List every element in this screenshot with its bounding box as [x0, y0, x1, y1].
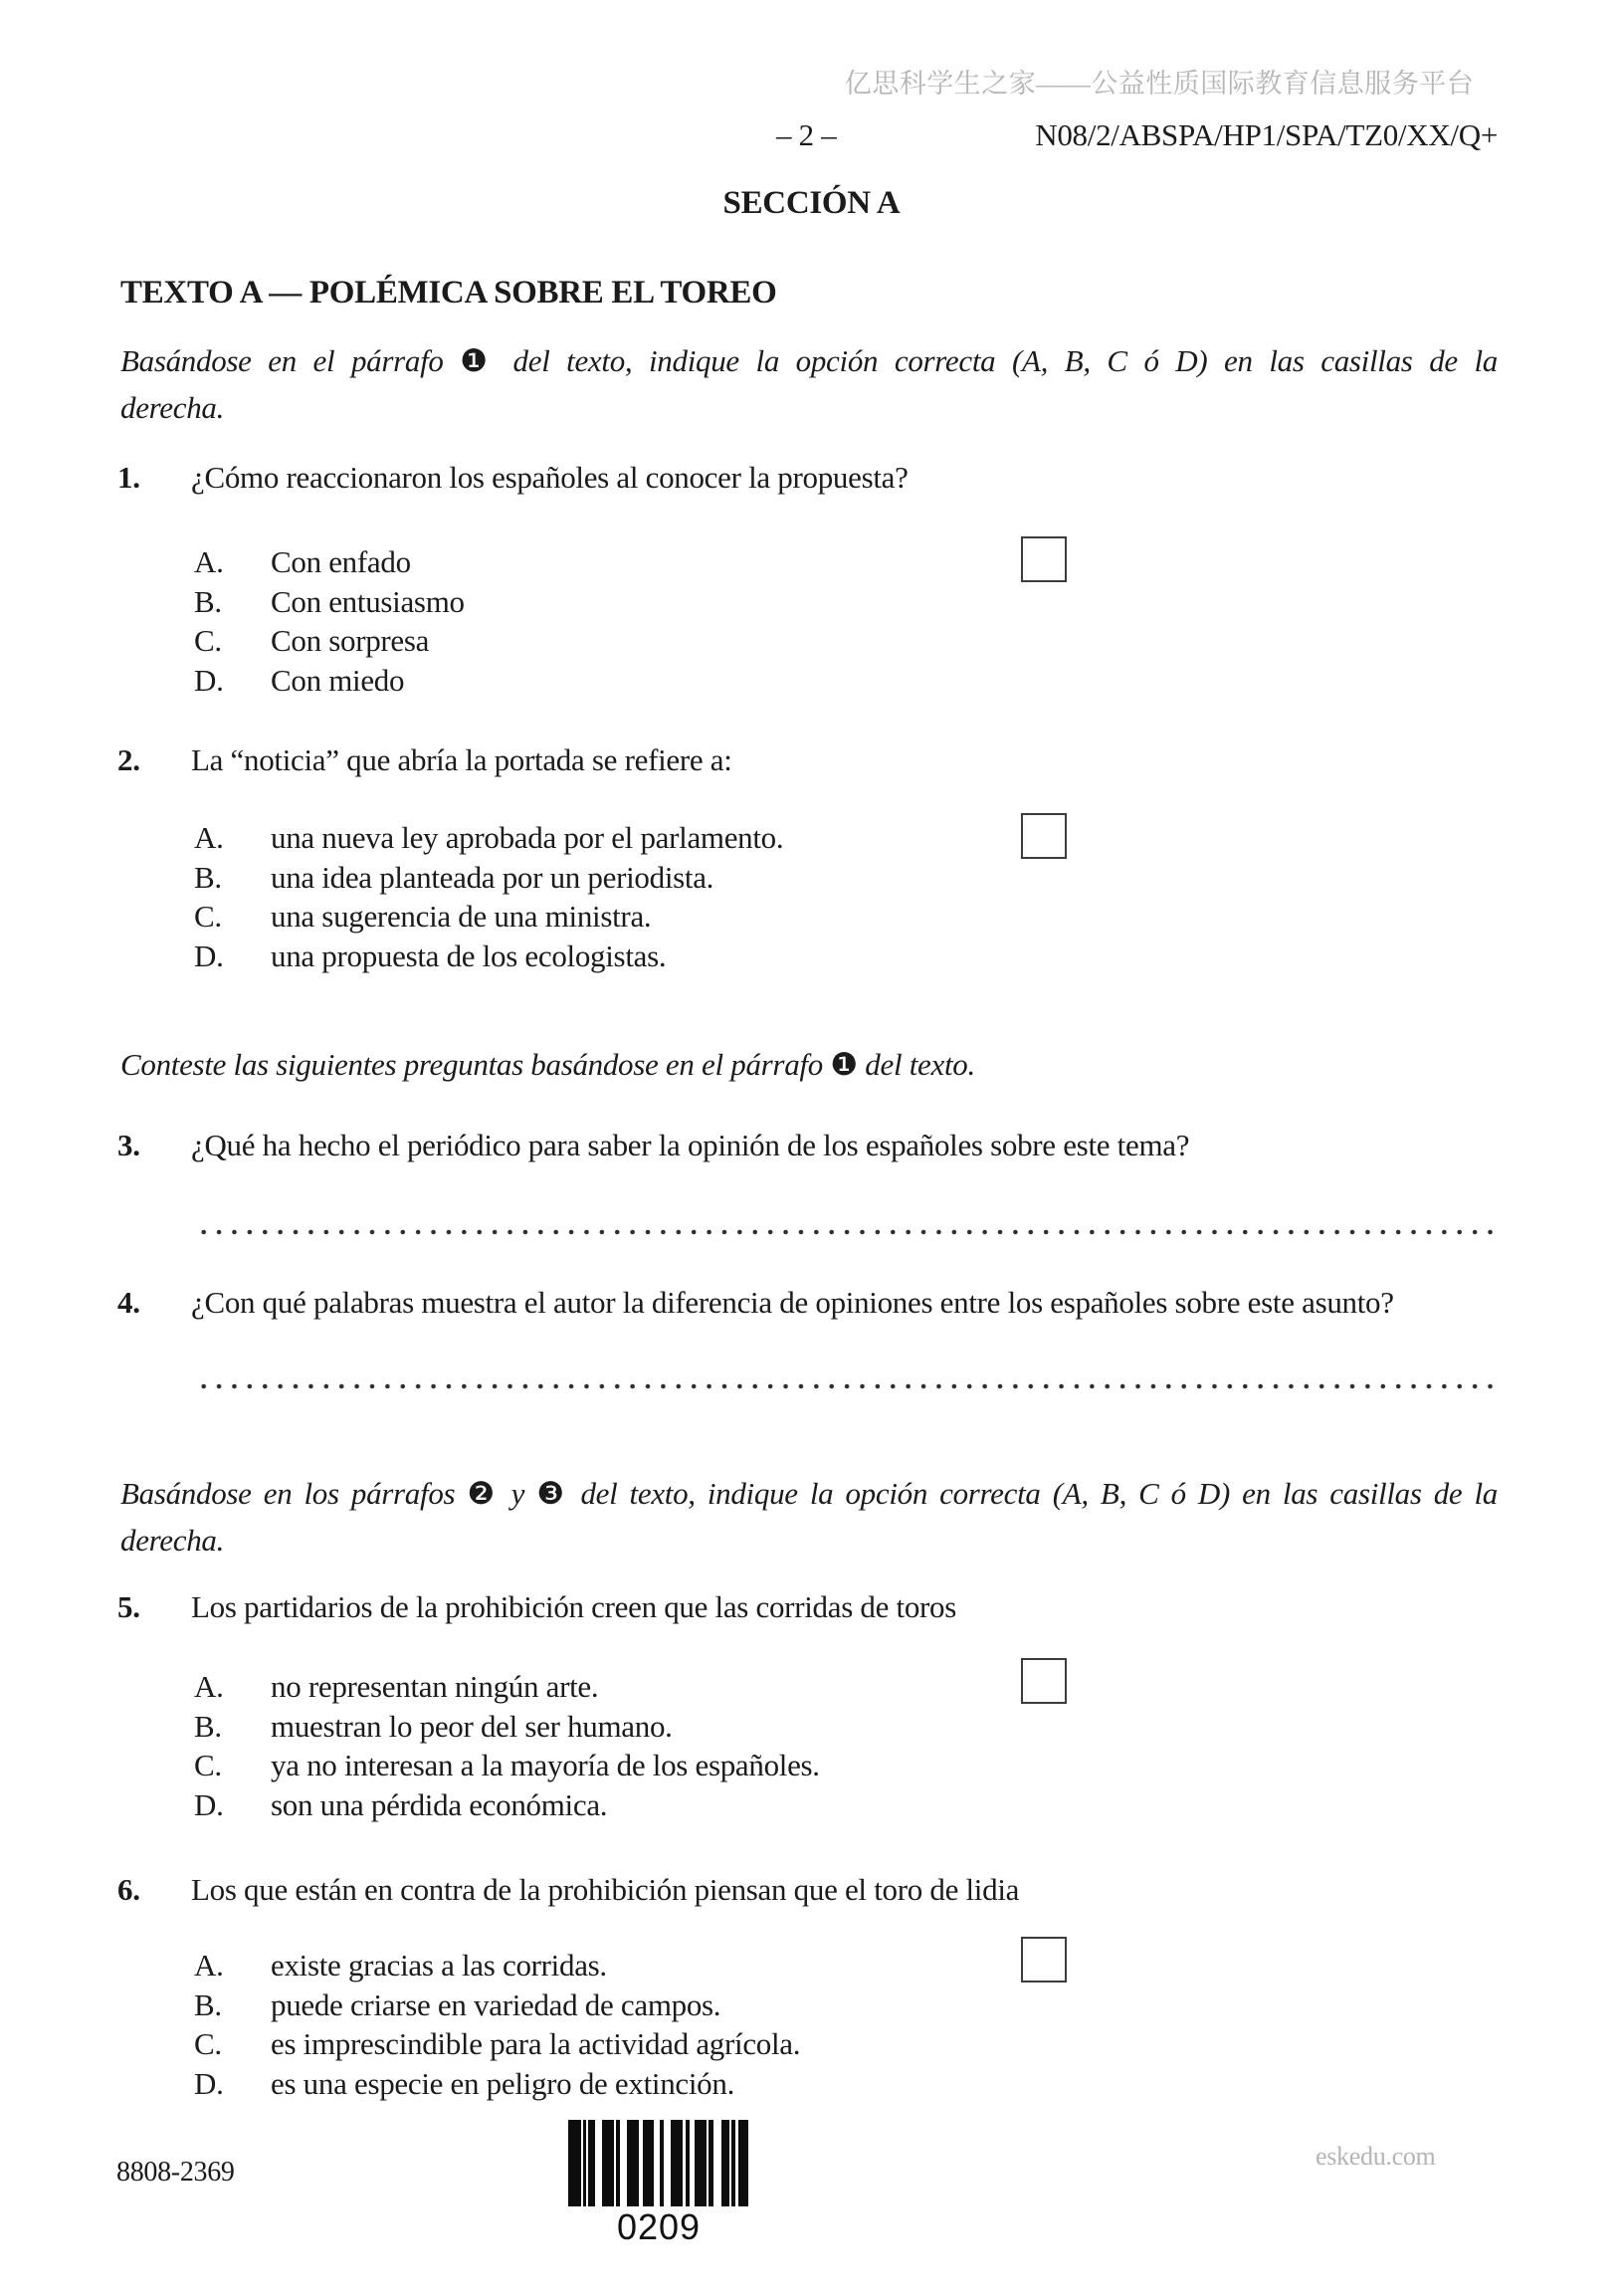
instruction-1	[120, 343, 1498, 426]
question-1-option-a-letter: A.	[194, 544, 224, 579]
barcode-bar	[643, 2120, 654, 2206]
question-5-option-d-letter: D.	[194, 1787, 224, 1822]
question-6-text: Los que están en contra de la prohibición piensan que el toro de lidia	[191, 1872, 1020, 1907]
question-3-number: 3.	[117, 1128, 140, 1162]
question-5-option-c-letter: C.	[194, 1748, 222, 1782]
question-6-option-d-letter: D.	[194, 2066, 224, 2101]
question-2-text: La “noticia” que abría la portada se refiere a:	[191, 742, 732, 777]
instruction-3	[120, 1476, 1498, 1559]
question-2-answer-box[interactable]	[1021, 813, 1067, 859]
question-5-option-b-letter: B.	[194, 1709, 222, 1744]
barcode	[568, 2120, 749, 2206]
barcode-bar	[738, 2120, 748, 2206]
question-1-number: 1.	[117, 460, 140, 495]
question-1-option-c-text: Con sorpresa	[271, 623, 430, 658]
barcode-gap	[664, 2120, 671, 2206]
question-6-option-b-text: puede criarse en variedad de campos.	[271, 1987, 721, 2022]
question-1-option-b-letter: B.	[194, 584, 222, 619]
question-6-option-a-letter: A.	[194, 1948, 224, 1983]
barcode-bar	[671, 2120, 683, 2206]
question-5-option-c-text: ya no interesan a la mayoría de los españoles.	[271, 1748, 820, 1782]
question-2-option-a-letter: A.	[194, 820, 224, 855]
question-5-number: 5.	[117, 1589, 140, 1624]
barcode-bar	[695, 2120, 707, 2206]
document-number: 8808-2369	[116, 2157, 235, 2188]
question-6-option-b-letter: B.	[194, 1987, 222, 2022]
question-5-option-b-text: muestran lo peor del ser humano.	[271, 1709, 673, 1744]
question-5-text: Los partidarios de la prohibición creen que las corridas de toros	[191, 1589, 957, 1624]
barcode-bar	[602, 2120, 614, 2206]
barcode-value: 0209	[616, 2206, 702, 2247]
question-1-option-a-text: Con enfado	[271, 544, 411, 579]
barcode-bar	[627, 2120, 639, 2206]
question-6-option-d-text: es una especie en peligro de extinción.	[271, 2066, 735, 2101]
question-6-option-a-text: existe gracias a las corridas.	[271, 1948, 607, 1983]
question-5-answer-box[interactable]	[1021, 1658, 1067, 1704]
question-2-number: 2.	[117, 742, 140, 777]
question-5-option-a-text: no representan ningún arte.	[271, 1669, 599, 1704]
question-1-text: ¿Cómo reaccionaron los españoles al conocer la propuesta?	[191, 460, 909, 495]
question-1-option-d-text: Con miedo	[271, 663, 405, 698]
instruction-1-line1: Basándose en el párrafo ❶ del texto, indique la opción correcta (A, B, C ó D) en las casillas de la	[120, 343, 1498, 378]
barcode-gap	[595, 2120, 602, 2206]
instruction-3-line1: Basándose en los párrafos ❷ y ❸ del texto, indique la opción correcta (A, B, C ó D) en las casillas de la	[120, 1476, 1498, 1511]
watermark-text: 亿思科学生之家——公益性质国际教育信息服务平台	[844, 69, 1475, 99]
page-number: – 2 –	[776, 117, 837, 152]
barcode-bar	[568, 2120, 581, 2206]
question-3-answer-line[interactable]	[196, 1229, 1498, 1235]
instruction-1-line2: derecha.	[120, 390, 225, 425]
question-1-option-d-letter: D.	[194, 663, 224, 698]
question-1-option-b-text: Con entusiasmo	[271, 584, 465, 619]
question-3-text: ¿Qué ha hecho el periódico para saber la opinión de los españoles sobre este tema?	[191, 1128, 1190, 1162]
section-title: SECCIÓN A	[722, 185, 901, 221]
question-2-option-a-text: una nueva ley aprobada por el parlamento.	[271, 820, 784, 855]
question-2-option-b-text: una idea planteada por un periodista.	[271, 860, 714, 895]
question-6-option-c-text: es imprescindible para la actividad agrícola.	[271, 2026, 801, 2061]
question-4-answer-line[interactable]	[196, 1383, 1498, 1389]
barcode-bar	[588, 2120, 595, 2206]
question-6-answer-box[interactable]	[1021, 1937, 1067, 1983]
question-6-option-c-letter: C.	[194, 2026, 222, 2061]
question-5-option-a-letter: A.	[194, 1669, 224, 1704]
question-2-option-b-letter: B.	[194, 860, 222, 895]
question-2-option-d-text: una propuesta de los ecologistas.	[271, 939, 667, 973]
question-2-option-d-letter: D.	[194, 939, 224, 973]
question-4-number: 4.	[117, 1285, 140, 1320]
question-2-option-c-text: una sugerencia de una ministra.	[271, 899, 652, 934]
question-5-option-d-text: son una pérdida económica.	[271, 1787, 608, 1822]
barcode-gap	[713, 2120, 721, 2206]
question-1-option-c-letter: C.	[194, 623, 222, 658]
question-1-answer-box[interactable]	[1021, 536, 1067, 582]
question-4-text: ¿Con qué palabras muestra el autor la diferencia de opiniones entre los españoles sobre este asunto?	[191, 1285, 1394, 1320]
site-link: eskedu.com	[1316, 2142, 1436, 2171]
exam-code: N08/2/ABSPA/HP1/SPA/TZ0/XX/Q+	[1035, 117, 1498, 152]
question-2-option-c-letter: C.	[194, 899, 222, 934]
instruction-2: Conteste las siguientes preguntas basándose en el párrafo ❶ del texto.	[120, 1047, 975, 1082]
instruction-3-line2: derecha.	[120, 1523, 225, 1558]
text-title: TEXTO A — POLÉMICA SOBRE EL TOREO	[120, 275, 777, 311]
barcode-bar	[721, 2120, 729, 2206]
question-6-number: 6.	[117, 1872, 140, 1907]
barcode-gap	[620, 2120, 627, 2206]
